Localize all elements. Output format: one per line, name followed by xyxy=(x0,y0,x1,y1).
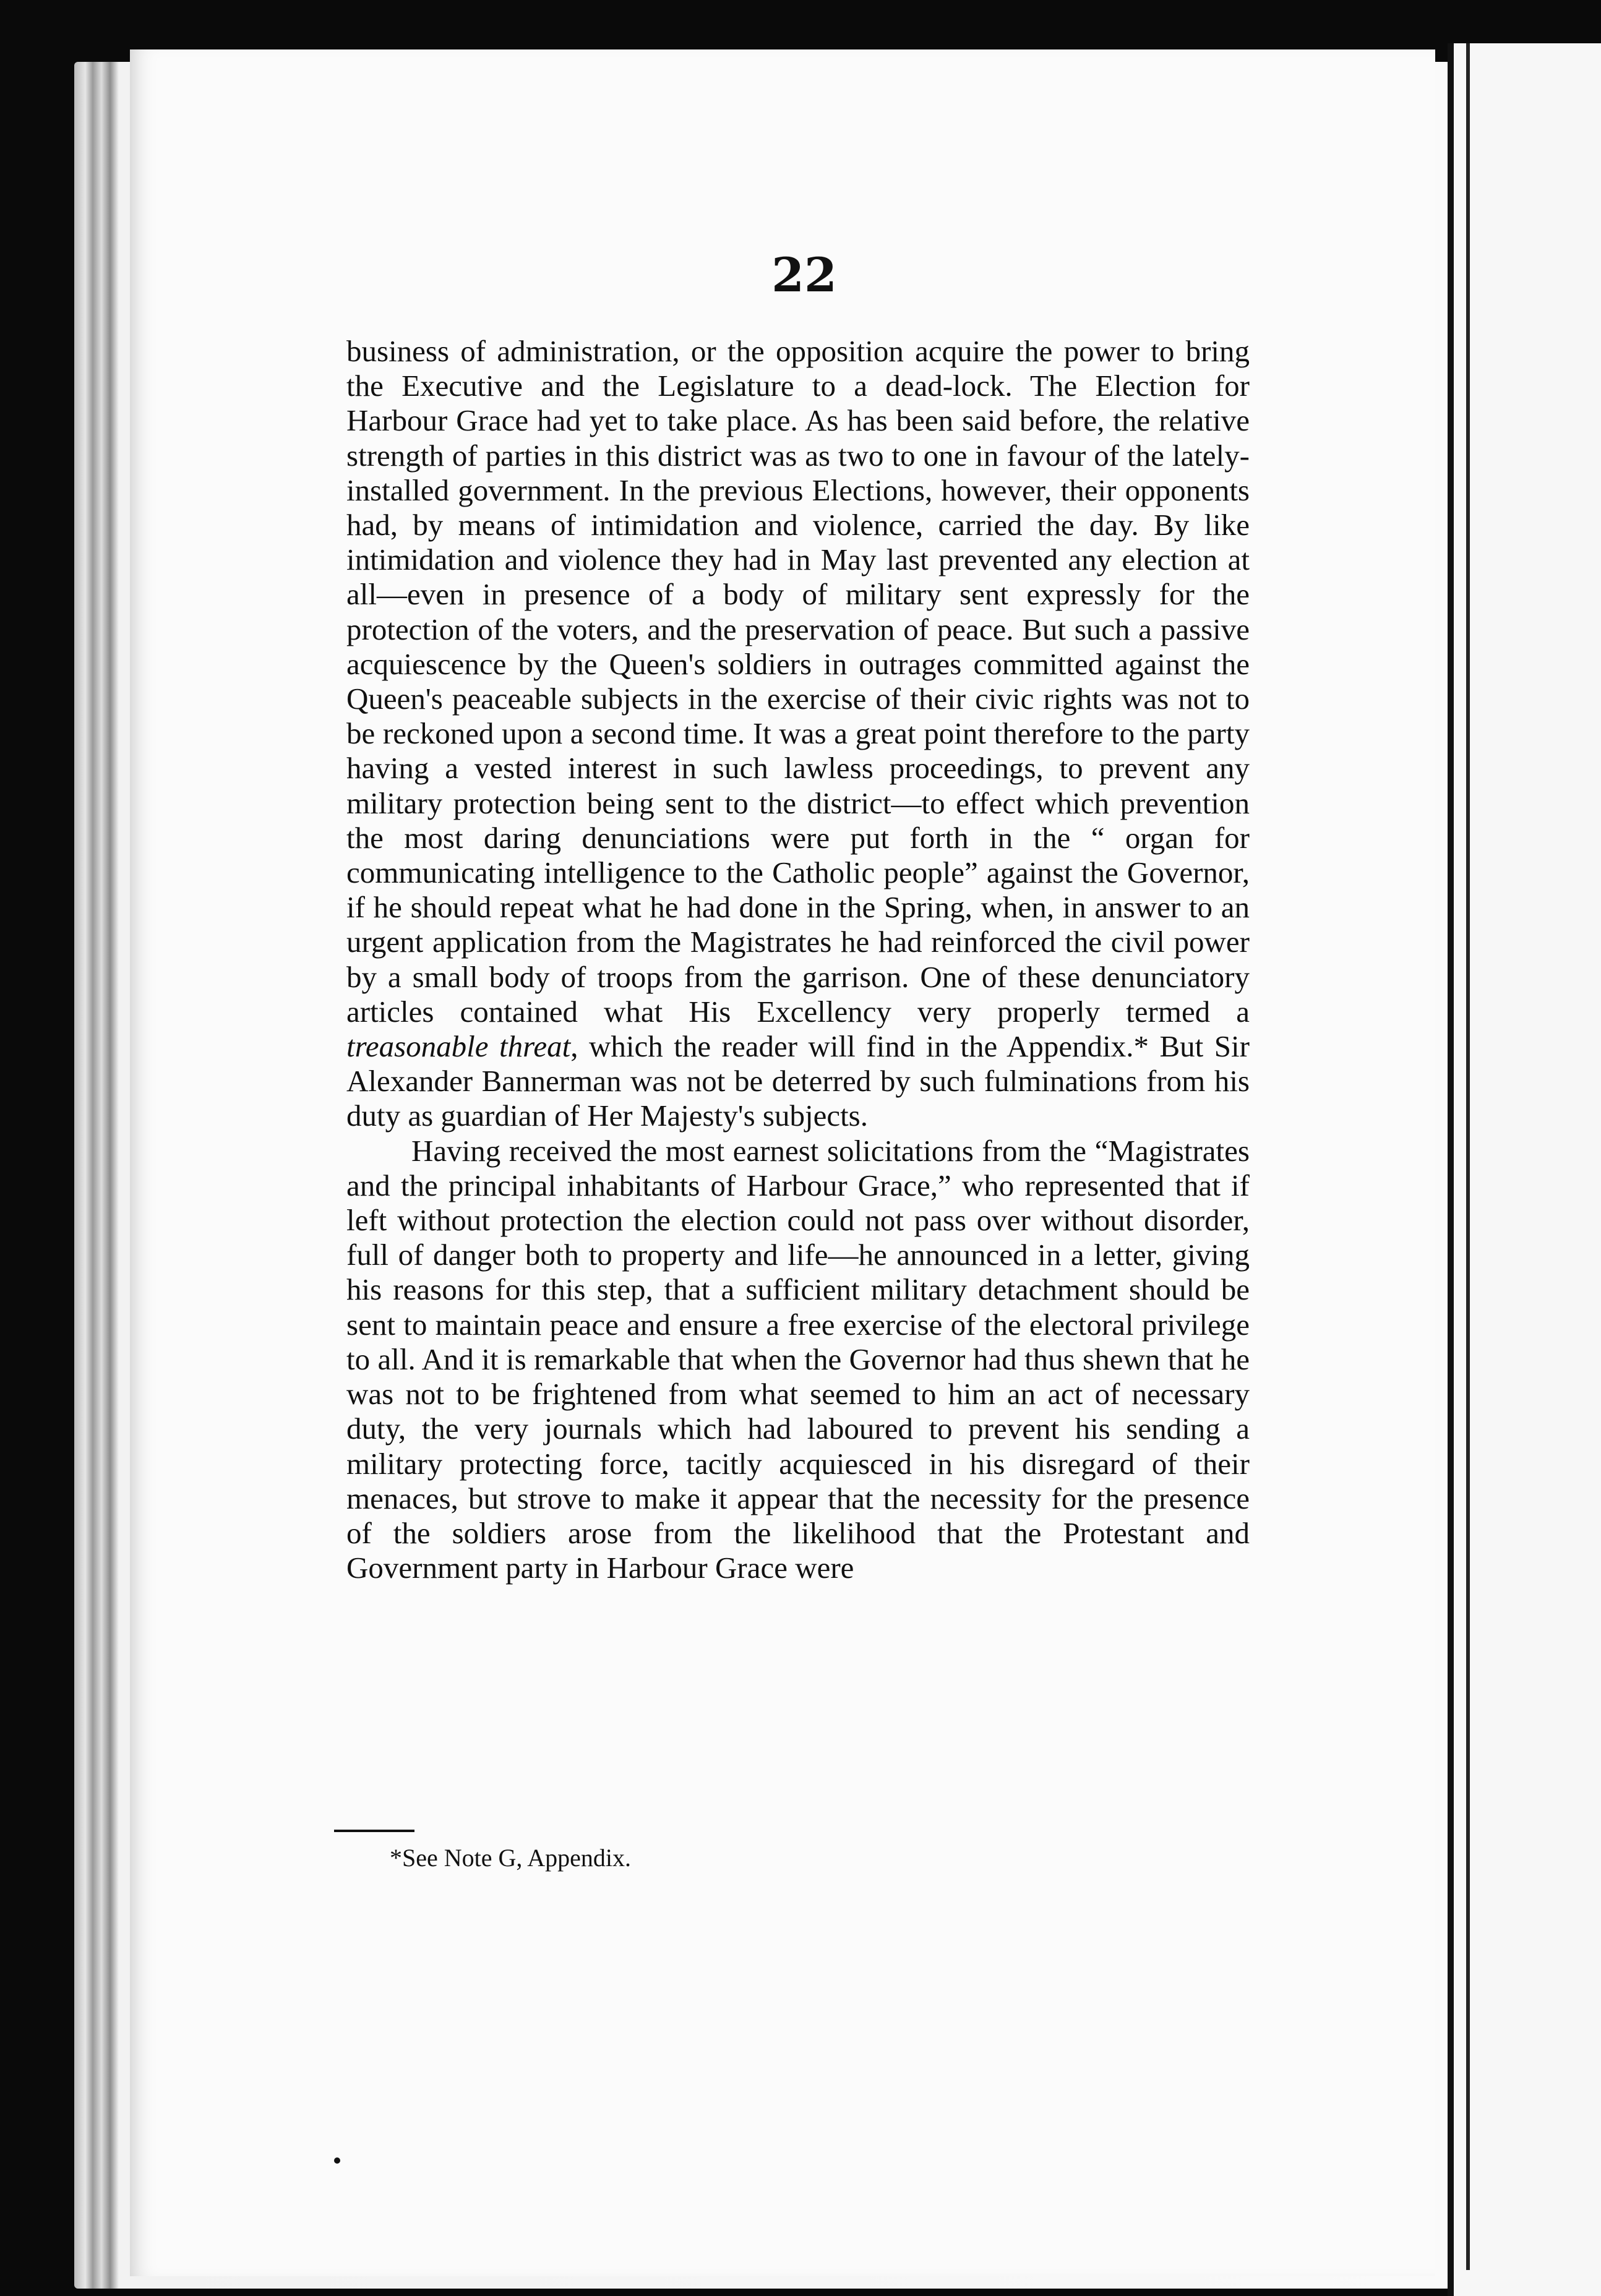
paragraph-2: Having received the most earnest solicitations from the “Magistrates and the principal inhabitants of Harbour Grace,” who represented that if left without protection the election could not pass over without disorder, full of danger both to property and life—he announced in a letter, giving his reasons for this step, that a sufficient military detachment should be sent to maintain peace and ensure a free exercise of the electoral privilege to all. And it is remarkable that when the Governor had thus shewn that he was not to be frightened from what seemed to him an act of necessary duty, the very journals which had laboured to prevent his sending a military protecting force, tacitly acquiesced in his disregard of their menaces, but strove to make it appear that the necessity for the presence of the soldiers arose from the likelihood that the Protestant and Government party in Harbour Grace were xyxy=(346,1133,1250,1585)
paragraph-1-emphasis: treasonable threat xyxy=(346,1029,571,1064)
page-number: 22 xyxy=(771,247,837,302)
ink-speck xyxy=(334,2157,340,2164)
footnote-rule xyxy=(334,1830,414,1832)
paragraph-1 xyxy=(346,334,1250,1134)
gutter-shadow xyxy=(1466,43,1470,2270)
facing-page-edge xyxy=(1448,43,1601,2296)
footnote: *See Note G, Appendix. xyxy=(390,1844,631,1872)
paragraph-1-tail: , which the reader will find in the Appendix.* But Sir Alexander Bannerman was not be deterred by such fulminations from his duty as guardian of Her Majesty's subjects. xyxy=(346,1029,1250,1133)
paragraph-1-lead: business of administration, or the opposition acquire the power to bring the Executive and the Legislature to a dead-lock. The Election for Harbour Grace had yet to take place. As has been said before, the relative strength of parties in this district was as two to one in favour of the lately-installed government. In the previous Elections, however, their opponents had, by means of intimidation and violence, carried the day. By like intimidation and violence they had in May last prevented any election at all—even in presence of a body of military sent expressly for the protection of the voters, and the preservation of peace. But such a passive acquiescence by the Queen's soldiers in outrages committed against the Queen's peaceable subjects in the exercise of their civic rights was not to be reckoned upon a second time. It was a great point therefore to the party having a vested interest in such lawless proceedings, to prevent any military protection being sent to the district—to effect which prevention the most daring denunciations were put forth in the “ organ for communicating intelligence to the Catholic people” against the Governor, if he should repeat what he had done in the Spring, when, in answer to an urgent application from the Magistrates he had reinforced the civil power by a small body of troops from the garrison. One of these denunciatory articles contained what His Excellency very properly termed a xyxy=(346,334,1250,1029)
body-text xyxy=(346,334,1250,1585)
